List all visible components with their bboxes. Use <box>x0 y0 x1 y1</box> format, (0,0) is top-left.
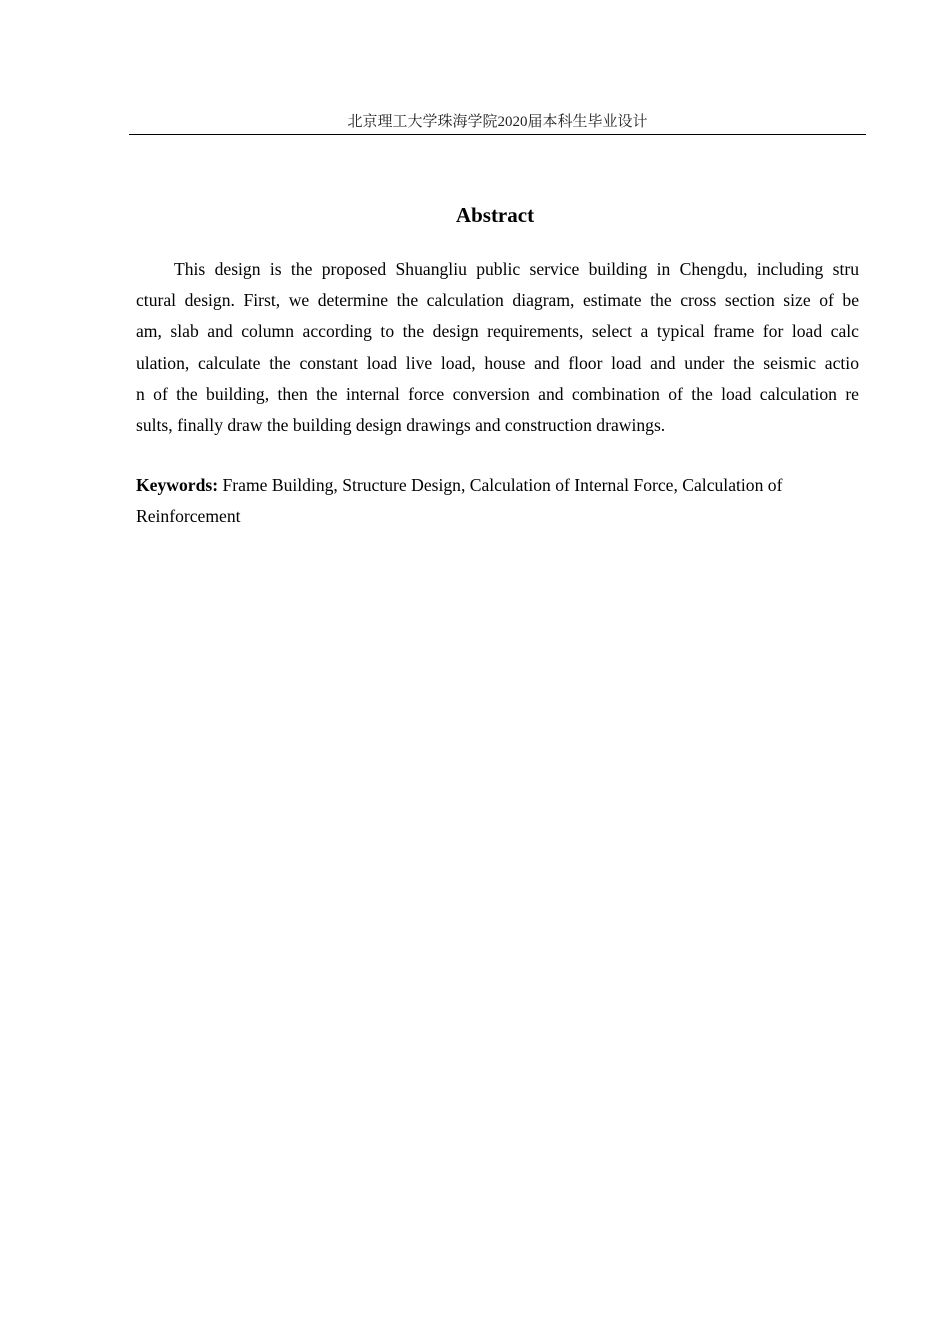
abstract-body <box>136 254 859 441</box>
keywords-label: Keywords: <box>136 475 219 495</box>
abstract-line: ulation, calculate the constant load live load, house and floor load and under the seismic actio <box>136 352 859 373</box>
keywords-line-2: Reinforcement <box>136 506 241 527</box>
page-header <box>129 112 866 135</box>
abstract-line: n of the building, then the internal force conversion and combination of the load calculation re <box>136 383 859 404</box>
abstract-line: am, slab and column according to the design requirements, select a typical frame for load calc <box>136 321 859 342</box>
header-text: 北京理工大学珠海学院2020届本科生毕业设计 <box>347 114 648 130</box>
abstract-title: Abstract <box>455 203 535 227</box>
keywords-line-1 <box>136 470 859 501</box>
keywords <box>136 470 859 532</box>
abstract-line: ctural design. First, we determine the calculation diagram, estimate the cross section size of be <box>136 290 859 311</box>
abstract-line: This design is the proposed Shuangliu public service building in Chengdu, including stru <box>174 259 859 279</box>
keywords-values: Frame Building, Structure Design, Calculation of Internal Force, Calculation of <box>218 475 783 495</box>
abstract-line: sults, finally draw the building design drawings and construction drawings. <box>136 415 666 436</box>
